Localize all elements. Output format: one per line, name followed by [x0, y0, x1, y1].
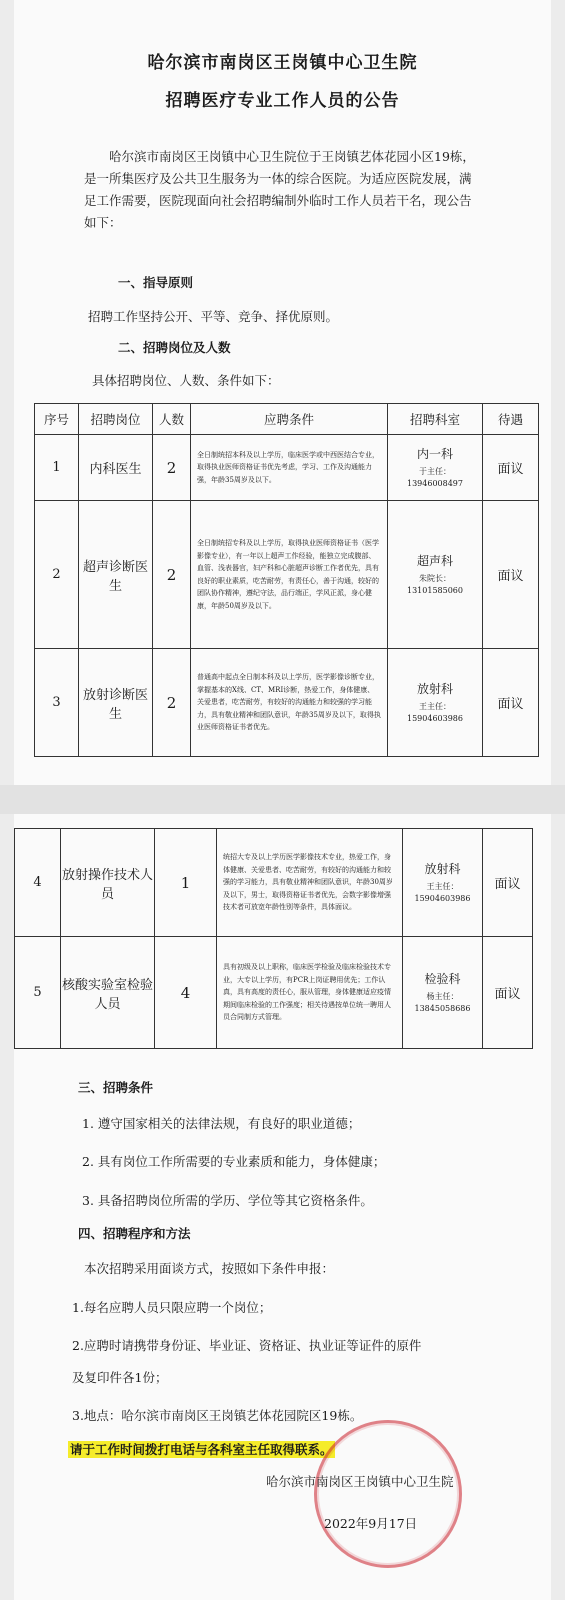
- department-name: 超声科: [416, 554, 453, 568]
- positions-table-continued: [14, 828, 533, 1049]
- row-count: 2: [153, 649, 191, 757]
- positions-table: [34, 403, 539, 757]
- row-requirements: 具有初级及以上职称，临床医学检验及临床检验技术专业，大专以上学历，有PCR上岗证聘用优先；工作认真，具有高度的责任心，服从管理，身体健康适应疫情期间临床检验的工作强度；相关待遇按单位统一聘用人员合同制方式管理。: [217, 937, 403, 1049]
- signature-date: 2022年9月17日: [324, 1516, 418, 1531]
- row-pay: 面议: [483, 937, 533, 1049]
- department-name: 放射科: [416, 682, 453, 696]
- section4-item-3: 3.地点：哈尔滨市南岗区王岗镇艺体花园院区19栋。: [72, 1408, 363, 1423]
- notice-page-2: [14, 814, 551, 1600]
- header-cell: 招聘岗位: [79, 404, 153, 435]
- department-phone: 15904603986: [407, 714, 463, 723]
- highlight-wrapper: [68, 1440, 335, 1458]
- section2-text: 具体招聘岗位、人数、条件如下：: [92, 373, 280, 388]
- row-requirements: 全日制统招专科及以上学历，取得执业医师资格证书（医学影像专业），有一年以上超声工作经验，能独立完成腹部、血管、浅表器官，妇产科和心脏超声诊断工作者优先，具有良好的职业素质，吃苦耐劳，有责任心，善于沟通，较好的团队协作精神，遵纪守法，品行端正，学风正派，身心健康，年龄50周岁及以下。: [191, 501, 388, 649]
- section3-item-3: 3. 具备招聘岗位所需的学历、学位等其它资格条件。: [82, 1193, 373, 1208]
- notice-page-1: [14, 0, 551, 785]
- row-count: 4: [155, 937, 217, 1049]
- table-row: [35, 501, 539, 649]
- department-contact: 于主任：: [419, 467, 451, 476]
- department-phone: 15904603986: [414, 894, 471, 903]
- header-cell: 人数: [153, 404, 191, 435]
- section2-heading: 二、招聘岗位及人数: [118, 340, 231, 355]
- department-phone: 13101585060: [407, 586, 463, 595]
- notice-title-line1: 哈尔滨市南岗区王岗镇中心卫生院: [147, 53, 418, 73]
- row-count: 2: [153, 435, 191, 501]
- official-seal-stamp: [314, 1420, 462, 1568]
- row-requirements: 全日制统招本科及以上学历，临床医学或中西医结合专业，取得执业医师资格证书优先考虑，学习、工作及沟通能力强，年龄35周岁及以下。: [191, 435, 388, 501]
- section4-intro: 本次招聘采用面谈方式，按照如下条件申报：: [84, 1261, 335, 1276]
- department-phone: 13845058686: [414, 1004, 471, 1013]
- table-row: [35, 649, 539, 757]
- table-row: [15, 937, 533, 1049]
- row-number: 2: [35, 501, 79, 649]
- department-phone: 13946008497: [407, 479, 463, 488]
- table-header-row: [35, 404, 539, 435]
- department-name: 检验科: [424, 972, 461, 986]
- page-gap: [0, 785, 565, 814]
- department-contact: 王主任：: [419, 702, 451, 711]
- notice-title-line2: 招聘医疗专业工作人员的公告: [165, 91, 400, 111]
- row-position: 核酸实验室检验人员: [61, 937, 155, 1049]
- row-pay: 面议: [483, 829, 533, 937]
- row-position: 内科医生: [79, 435, 153, 501]
- row-requirements: 统招大专及以上学历医学影像技术专业，热爱工作，身体健康、关爱患者、吃苦耐劳，有较好的沟通能力和较强的学习能力，具有敬业精神和团队意识，年龄30周岁及以下，男士，取得资格证书者优先，会数字影像增强技术者可放宽年龄性别等条件，具体面议。: [217, 829, 403, 937]
- table-row: [15, 829, 533, 937]
- department-name: 内一科: [416, 447, 453, 461]
- row-department: [403, 937, 483, 1049]
- section3-heading: 三、招聘条件: [78, 1080, 154, 1095]
- intro-paragraph: 哈尔滨市南岗区王岗镇中心卫生院位于王岗镇艺体花园小区19栋，是一所集医疗及公共卫生服务为一体的综合医院。为适应医院发展，满足工作需要，医院现面向社会招聘编制外临时工作人员若干名，现公告如下：: [84, 149, 475, 230]
- row-requirements: 普通高中起点全日制本科及以上学历，医学影像诊断专业，掌握基本的X线、CT、MRI诊断，热爱工作，身体健康、关爱患者，吃苦耐劳，有较好的沟通能力和较强的学习能力，具有敬业精神和团队意识，年龄35周岁及以下，取得执业医师资格证书者优先。: [191, 649, 388, 757]
- header-cell: 招聘科室: [388, 404, 483, 435]
- row-count: 1: [155, 829, 217, 937]
- table-row: [35, 435, 539, 501]
- row-position: 放射诊断医生: [79, 649, 153, 757]
- row-position: 超声诊断医生: [79, 501, 153, 649]
- row-number: 1: [35, 435, 79, 501]
- contact-notice-highlight: 请于工作时间拨打电话与各科室主任取得联系。: [70, 1442, 333, 1457]
- department-contact: 朱院长：: [419, 574, 451, 583]
- row-pay: 面议: [483, 501, 539, 649]
- section1-text: 招聘工作坚持公开、平等、竞争、择优原则。: [88, 309, 339, 324]
- section4-heading: 四、招聘程序和方法: [78, 1226, 191, 1241]
- row-department: [388, 435, 483, 501]
- section4-item-2: 2.应聘时请携带身份证、毕业证、资格证、执业证等证件的原件: [72, 1338, 422, 1353]
- row-pay: 面议: [483, 435, 539, 501]
- section4-item-2-cont: 及复印件各1份；: [72, 1370, 168, 1385]
- row-department: [388, 501, 483, 649]
- section3-item-2: 2. 具有岗位工作所需要的专业素质和能力，身体健康；: [82, 1154, 386, 1169]
- department-contact: 杨主任：: [426, 992, 459, 1001]
- row-number: 4: [15, 829, 61, 937]
- department-name: 放射科: [424, 862, 461, 876]
- header-cell: 应聘条件: [191, 404, 388, 435]
- row-number: 3: [35, 649, 79, 757]
- row-count: 2: [153, 501, 191, 649]
- signature-organization: 哈尔滨市南岗区王岗镇中心卫生院: [266, 1474, 454, 1489]
- header-cell: 待遇: [483, 404, 539, 435]
- department-contact: 王主任：: [426, 882, 459, 891]
- section3-item-1: 1. 遵守国家相关的法律法规，有良好的职业道德；: [82, 1116, 361, 1131]
- row-number: 5: [15, 937, 61, 1049]
- section4-item-1: 1.每名应聘人员只限应聘一个岗位；: [72, 1300, 272, 1315]
- row-department: [403, 829, 483, 937]
- header-cell: 序号: [35, 404, 79, 435]
- section1-heading: 一、指导原则: [118, 275, 194, 290]
- row-position: 放射操作技术人员: [61, 829, 155, 937]
- row-pay: 面议: [483, 649, 539, 757]
- row-department: [388, 649, 483, 757]
